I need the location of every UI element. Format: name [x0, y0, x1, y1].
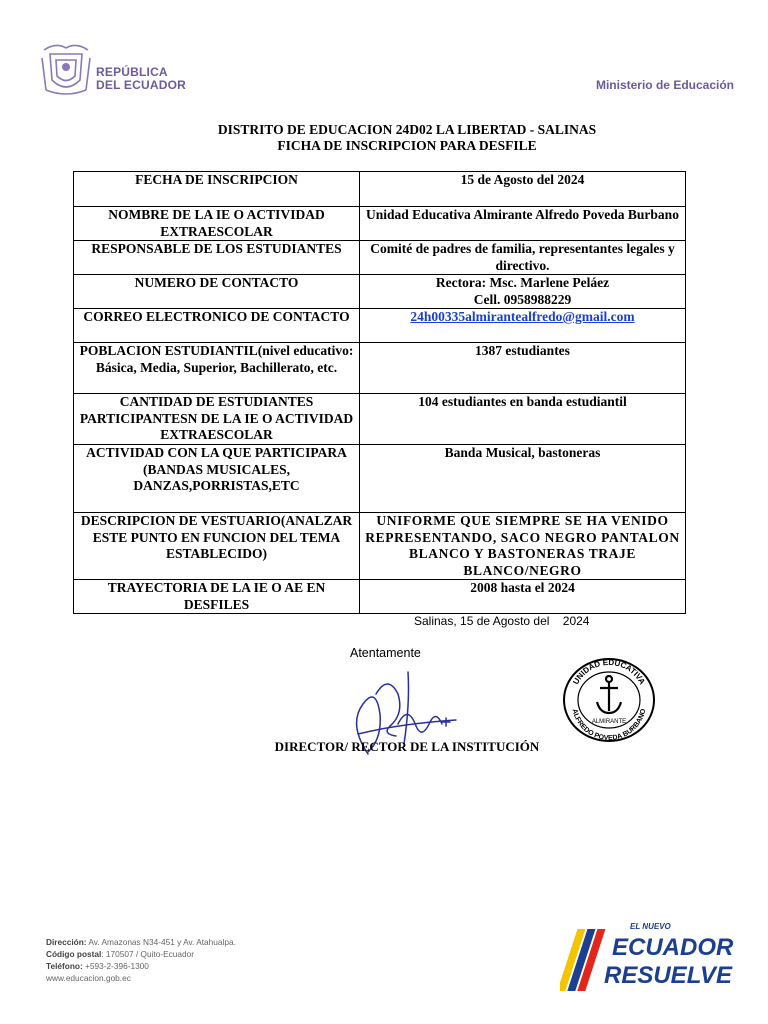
seal-text-bottom: ALFREDO POVEDA BURBANO: [570, 708, 648, 743]
contact-phone: Cell. 0958988229: [473, 291, 572, 307]
field-value: 15 de Agosto del 2024: [360, 172, 686, 207]
coat-of-arms-logo: [36, 40, 96, 100]
field-value: Banda Musical, bastoneras: [360, 445, 686, 513]
field-value: UNIFORME QUE SIEMPRE SE HA VENIDO REPRESENTANDO, SACO NEGRO PANTALON BLANCO Y BASTONERAS TRAJE BLANCO/NEGRO: [360, 513, 686, 580]
field-value: Unidad Educativa Almirante Alfredo Poveda Burbano: [360, 207, 686, 241]
phone-value: +593-2-396-1300: [82, 961, 149, 971]
field-value: [360, 275, 686, 309]
postal-value: : 170507 / Quito-Ecuador: [101, 949, 195, 959]
table-row: [74, 207, 686, 241]
republic-line2: DEL ECUADOR: [96, 78, 186, 92]
field-value: 1387 estudiantes: [360, 343, 686, 394]
seal-text-mid: ALMIRANTE: [591, 719, 627, 725]
table-row: [74, 343, 686, 394]
field-label: CORREO ELECTRONICO DE CONTACTO: [74, 309, 360, 343]
field-value: 2008 hasta el 2024: [360, 580, 686, 614]
table-row: [74, 241, 686, 275]
field-label: NUMERO DE CONTACTO: [74, 275, 360, 309]
website-link[interactable]: www.educacion.gob.ec: [46, 973, 131, 983]
institution-seal: [562, 657, 656, 743]
phone-label: Teléfono:: [46, 961, 83, 971]
registration-form-table: [73, 171, 686, 614]
republic-line1: REPÚBLICA: [96, 65, 168, 79]
table-row: [74, 445, 686, 513]
seal-text-top: UNIDAD EDUCATIVA: [571, 657, 647, 686]
table-row: [74, 309, 686, 343]
field-label: CANTIDAD DE ESTUDIANTES PARTICIPANTESN DE LA IE O ACTIVIDAD EXTRAESCOLAR: [74, 394, 360, 445]
table-row: [74, 394, 686, 445]
closing-text: Atentamente: [350, 646, 421, 660]
field-value: 104 estudiantes en banda estudiantil: [360, 394, 686, 445]
table-row: [74, 172, 686, 207]
signature-label: DIRECTOR/ RECTOR DE LA INSTITUCIÓN: [274, 739, 540, 754]
postal-label: Código postal: [46, 949, 102, 959]
brand-line1: EL NUEVO: [630, 922, 671, 931]
field-value: [360, 309, 686, 343]
republic-name: [96, 66, 186, 92]
email-link[interactable]: 24h00335almirantealfredo@gmail.com: [410, 309, 635, 324]
document-title: DISTRITO DE EDUCACION 24D02 LA LIBERTAD - SALINAS: [217, 122, 597, 137]
field-label: NOMBRE DE LA IE O ACTIVIDAD EXTRAESCOLAR: [74, 207, 360, 241]
brand-line2: ECUADOR: [612, 934, 734, 961]
field-value: Comité de padres de familia, representantes legales y directivo.: [360, 241, 686, 275]
field-label: POBLACION ESTUDIANTIL(nivel educativo: Básica, Media, Superior, Bachillerato, etc.: [74, 343, 360, 394]
footer-contact: [46, 936, 236, 984]
document-subtitle: FICHA DE INSCRIPCION PARA DESFILE: [277, 138, 537, 153]
table-row: [74, 513, 686, 580]
field-label: ACTIVIDAD CON LA QUE PARTICIPARA (BANDAS MUSICALES, DANZAS,PORRISTAS,ETC: [74, 445, 360, 513]
address-value: Av. Amazonas N34-451 y Av. Atahualpa.: [86, 937, 236, 947]
field-label: TRAYECTORIA DE LA IE O AE EN DESFILES: [74, 580, 360, 614]
field-label: RESPONSABLE DE LOS ESTUDIANTES: [74, 241, 360, 275]
ecuador-resuelve-logo: [560, 915, 740, 995]
field-label: FECHA DE INSCRIPCION: [74, 172, 360, 207]
address-label: Dirección:: [46, 937, 87, 947]
table-row: [74, 275, 686, 309]
brand-line3: RESUELVE: [604, 962, 733, 989]
ministry-name: Ministerio de Educación: [595, 78, 734, 92]
anchor-icon: [597, 676, 621, 713]
contact-person: Rectora: Msc. Marlene Peláez: [435, 275, 610, 290]
table-row: [74, 580, 686, 614]
field-label: DESCRIPCION DE VESTUARIO(ANALZAR ESTE PUNTO EN FUNCION DEL TEMA ESTABLECIDO): [74, 513, 360, 580]
place-date: Salinas, 15 de Agosto del 2024: [414, 614, 590, 628]
